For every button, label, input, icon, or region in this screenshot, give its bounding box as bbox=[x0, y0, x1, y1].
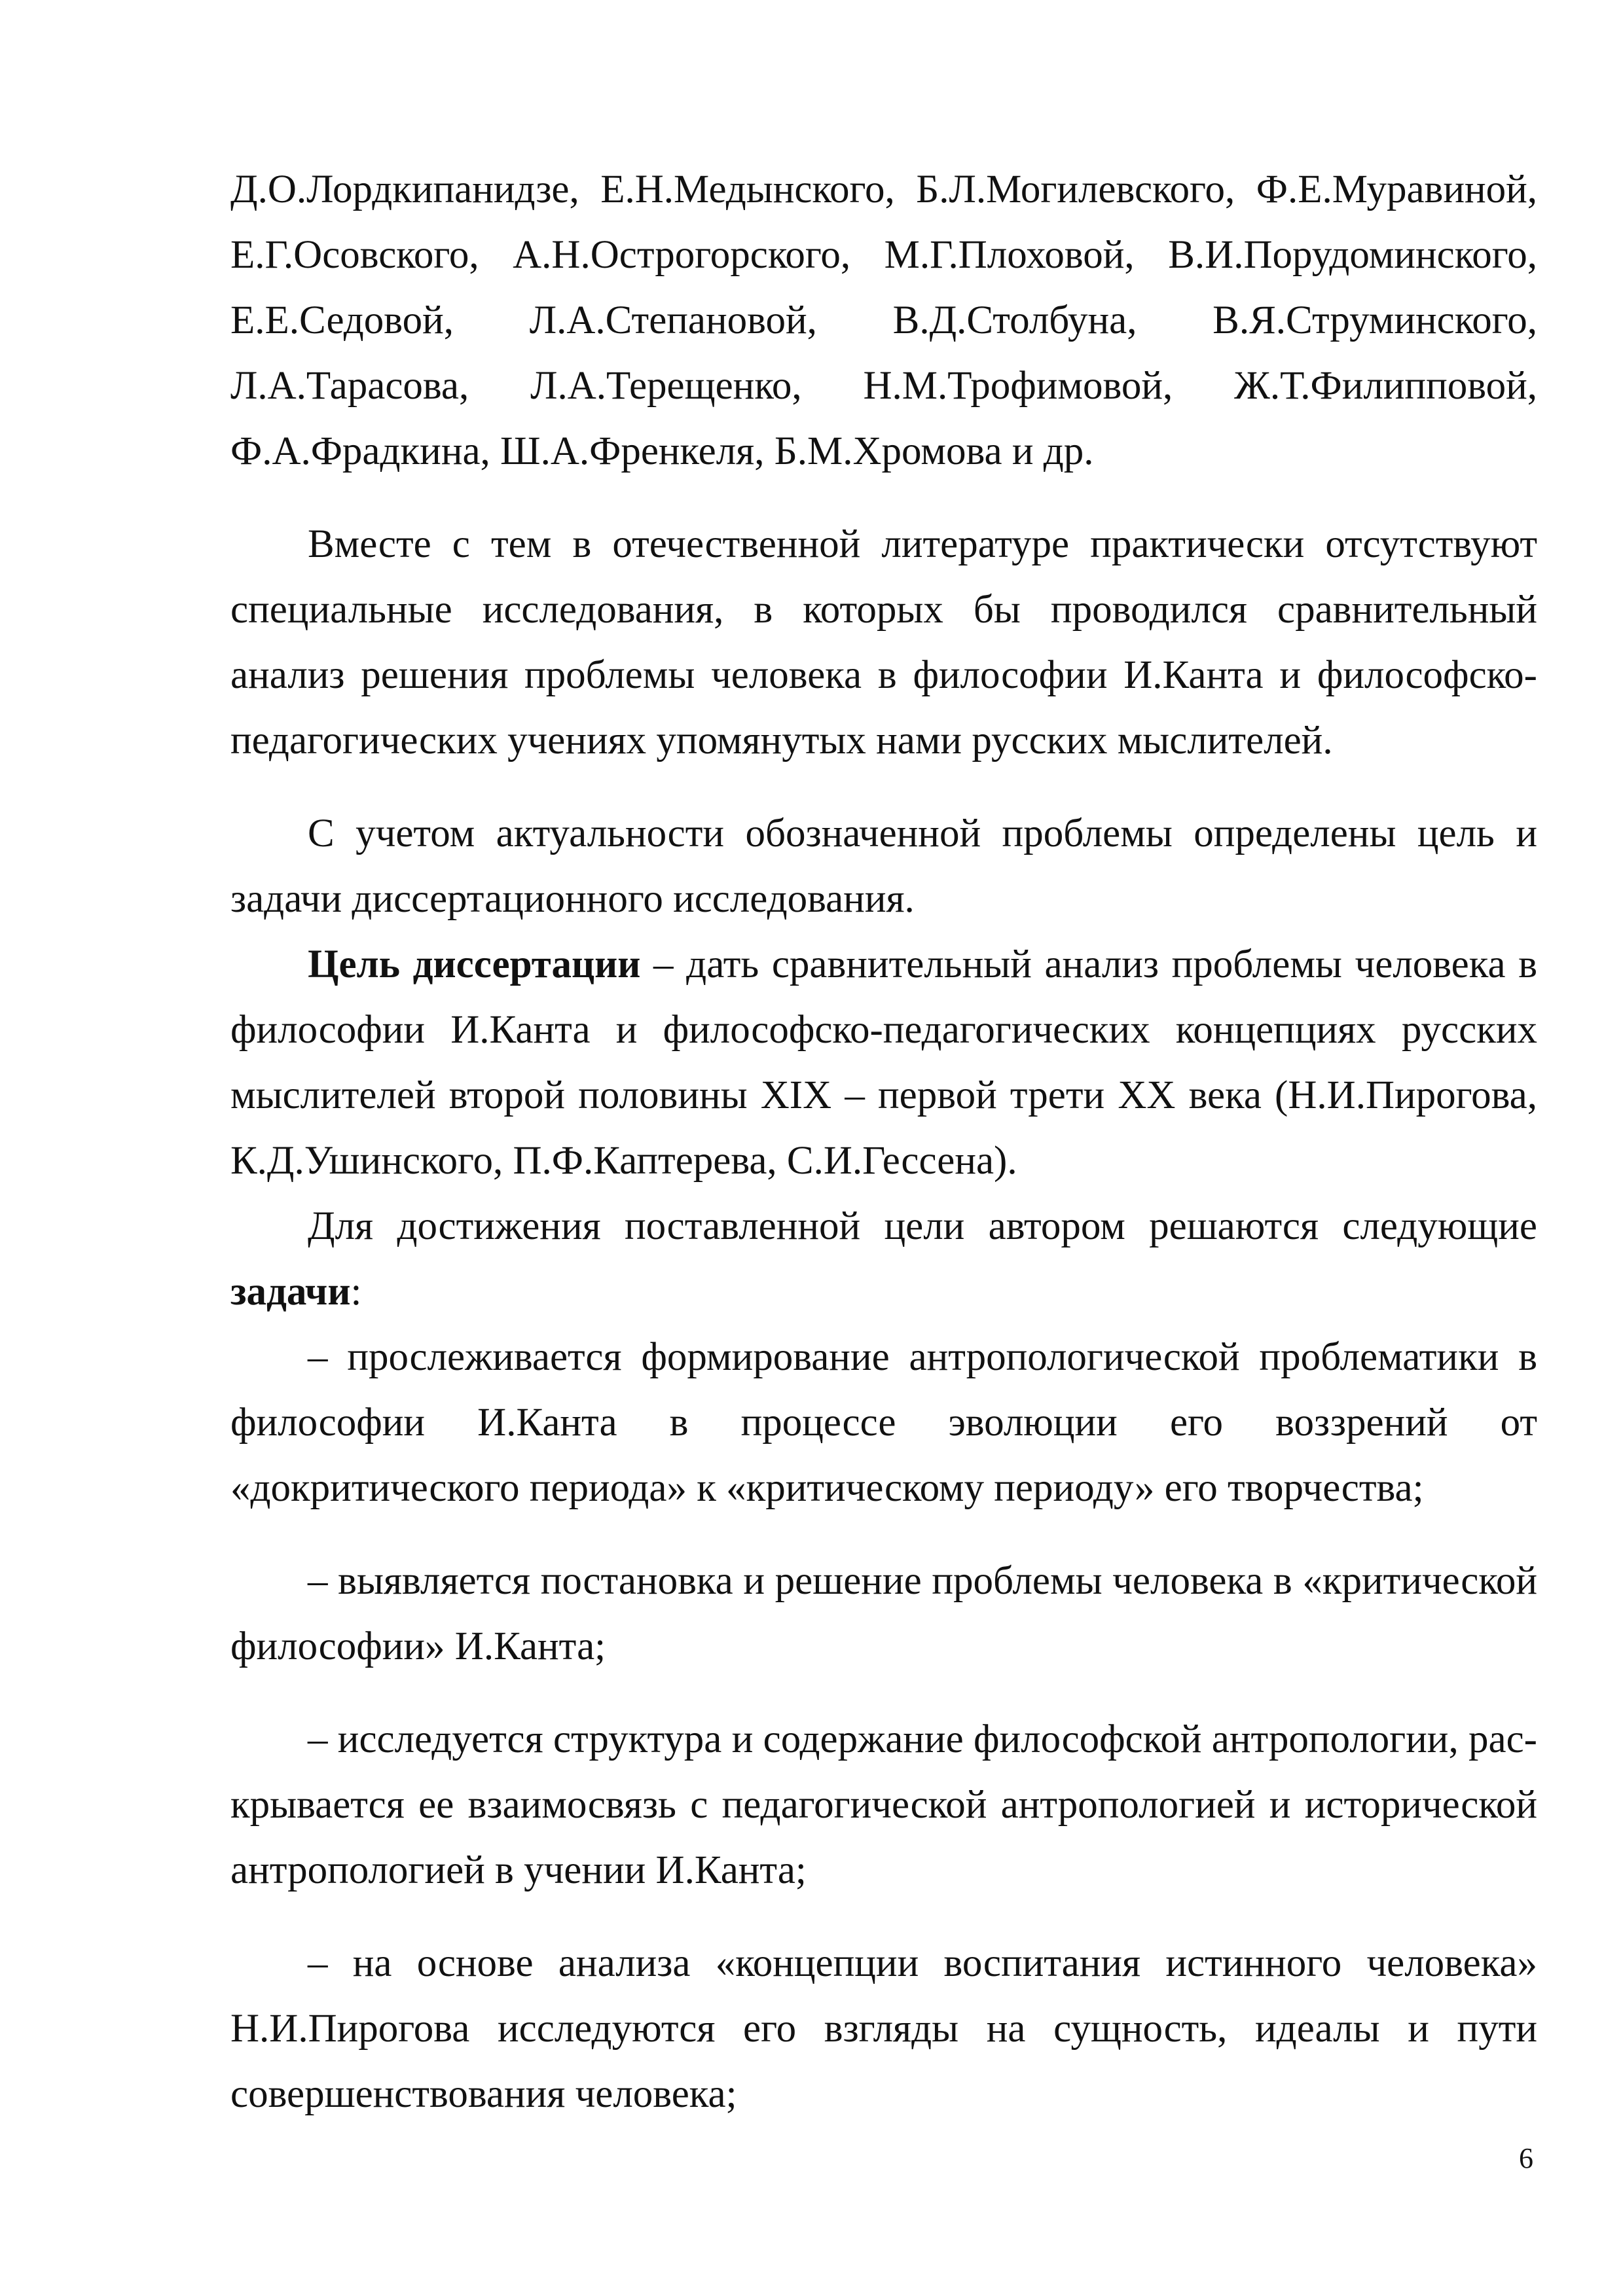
tasks-intro-colon: : bbox=[350, 1270, 362, 1314]
task-item-3: – исследуется структура и содержание философской антропологии, раскрывается ее взаимосвязь с педагогической антропологией и исторической антропологией в учении И.Канта; bbox=[230, 1717, 1537, 1892]
page-body bbox=[230, 157, 1537, 2127]
page-number: 6 bbox=[1519, 2142, 1533, 2174]
paragraph-relevance: С учетом актуальности обозначенной проблемы определены цель и задачи диссертационного исследования. bbox=[230, 812, 1537, 921]
goal-text: – дать сравнительный анализ проблемы человека в философии И.Канта и философско-педагогических концепциях русских мыслителей второй половины XIX – первой трети XX века (Н.И.Пирогова, К.Д.Ушинского, П.Ф.Каптерева, С.И.Гессена). bbox=[230, 942, 1537, 1183]
tasks-intro-text: Для достижения поставленной цели автором решаются следующие bbox=[308, 1204, 1537, 1248]
paragraph-dissertation-goal bbox=[230, 932, 1537, 1194]
paragraph-lack-of-research: Вместе с тем в отечественной литературе практически отсутствуют специальные исследования, в которых бы проводился сравнительный анализ решения проблемы человека в философии И.Канта и философско-педагогических учениях упомянутых нами русских мыслителей. bbox=[230, 522, 1537, 762]
paragraph-tasks-intro bbox=[230, 1194, 1537, 1325]
paragraph-author-list: Д.О.Лордкипанидзе, Е.Н.Медынского, Б.Л.Могилевского, Ф.Е.Муравиной, Е.Г.Осовского, А.Н.Острогорского, М.Г.Плоховой, В.И.Порудоминского, Е.Е.Седовой, Л.А.Степановой, В.Д.Столбуна, В.Я.Струминского, Л.А.Тарасова, Л.А.Терещенко, Н.М.Трофимовой, Ж.Т.Филипповой, Ф.А.Фрадкина, Ш.А.Френкеля, Б.М.Хромова и др. bbox=[230, 168, 1537, 473]
task-item-1: – прослеживается формирование антропологической проблематики в философии И.Канта в процессе эволюции его воззрений от «докритического периода» к «критическому периоду» его творчества; bbox=[230, 1335, 1537, 1510]
task-item-4: – на основе анализа «концепции воспитания истинного человека» Н.И.Пирогова исследуются его взгляды на сущность, идеалы и пути совершенствования человека; bbox=[230, 1941, 1537, 2116]
goal-heading: Цель диссертации bbox=[308, 942, 641, 986]
tasks-keyword: задачи bbox=[230, 1270, 351, 1314]
task-item-2: – выявляется постановка и решение проблемы человека в «критической философии» И.Канта; bbox=[230, 1559, 1537, 1668]
